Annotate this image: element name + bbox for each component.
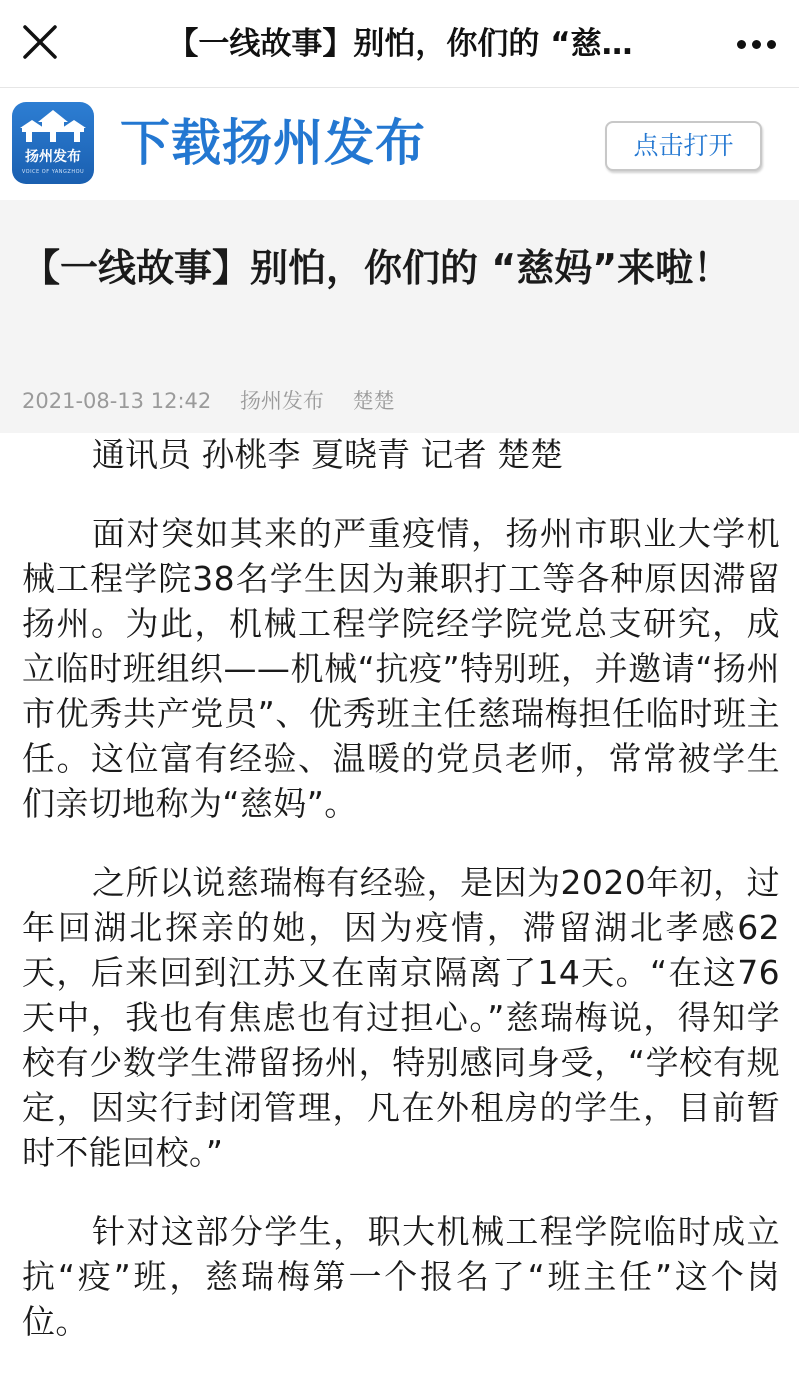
- open-app-button[interactable]: 点击打开: [605, 121, 762, 171]
- article-body: [22, 432, 780, 1378]
- article-paragraph: 之所以说慈瑞梅有经验，是因为2020年初，过年回湖北探亲的她，因为疫情，滞留湖北孝感62天，后来回到江苏又在南京隔离了14天。“在这76天中，我也有焦虑也有过担心。”慈瑞梅说，得知学校有少数学生滞留扬州，特别感同身受，“学校有规定，因实行封闭管理，凡在外租房的学生，目前暂时不能回校。”: [22, 863, 780, 1172]
- article-title: 【一线故事】别怕，你们的 “慈妈”来啦！: [22, 246, 732, 290]
- author-name: 楚楚: [352, 389, 395, 413]
- top-navbar: [0, 0, 799, 88]
- article-byline: 通讯员 孙桃李 夏晓青 记者 楚楚: [92, 435, 563, 474]
- app-logo[interactable]: [12, 102, 94, 184]
- city-gate-icon: [12, 102, 94, 150]
- source-link[interactable]: 扬州发布: [239, 389, 324, 413]
- download-banner[interactable]: [0, 89, 799, 200]
- article-paragraph: 针对这部分学生，职大机械工程学院临时成立抗“疫”班，慈瑞梅第一个报名了“班主任”这个岗位。: [22, 1212, 780, 1341]
- close-icon[interactable]: [18, 20, 62, 64]
- page-title: 【一线故事】别怕，你们的 “慈…: [167, 26, 633, 62]
- more-dots-icon[interactable]: [728, 26, 784, 62]
- article-paragraph: 面对突如其来的严重疫情，扬州市职业大学机械工程学院38名学生因为兼职打工等各种原因滞留扬州。为此，机械工程学院经学院党总支研究，成立临时班组织——机械“抗疫”特别班，并邀请“扬州市优秀共产党员”、优秀班主任慈瑞梅担任临时班主任。这位富有经验、温暖的党员老师，常常被学生们亲切地称为“慈妈”。: [22, 514, 780, 823]
- app-logo-subtitle: VOICE OF YANGZHOU: [21, 169, 85, 175]
- article-header: [0, 200, 799, 433]
- app-logo-label: 扬州发布: [25, 149, 81, 165]
- publish-date: 2021-08-13 12:42: [22, 389, 212, 413]
- article-meta: [22, 386, 417, 416]
- banner-title[interactable]: 下载扬州发布: [120, 114, 426, 172]
